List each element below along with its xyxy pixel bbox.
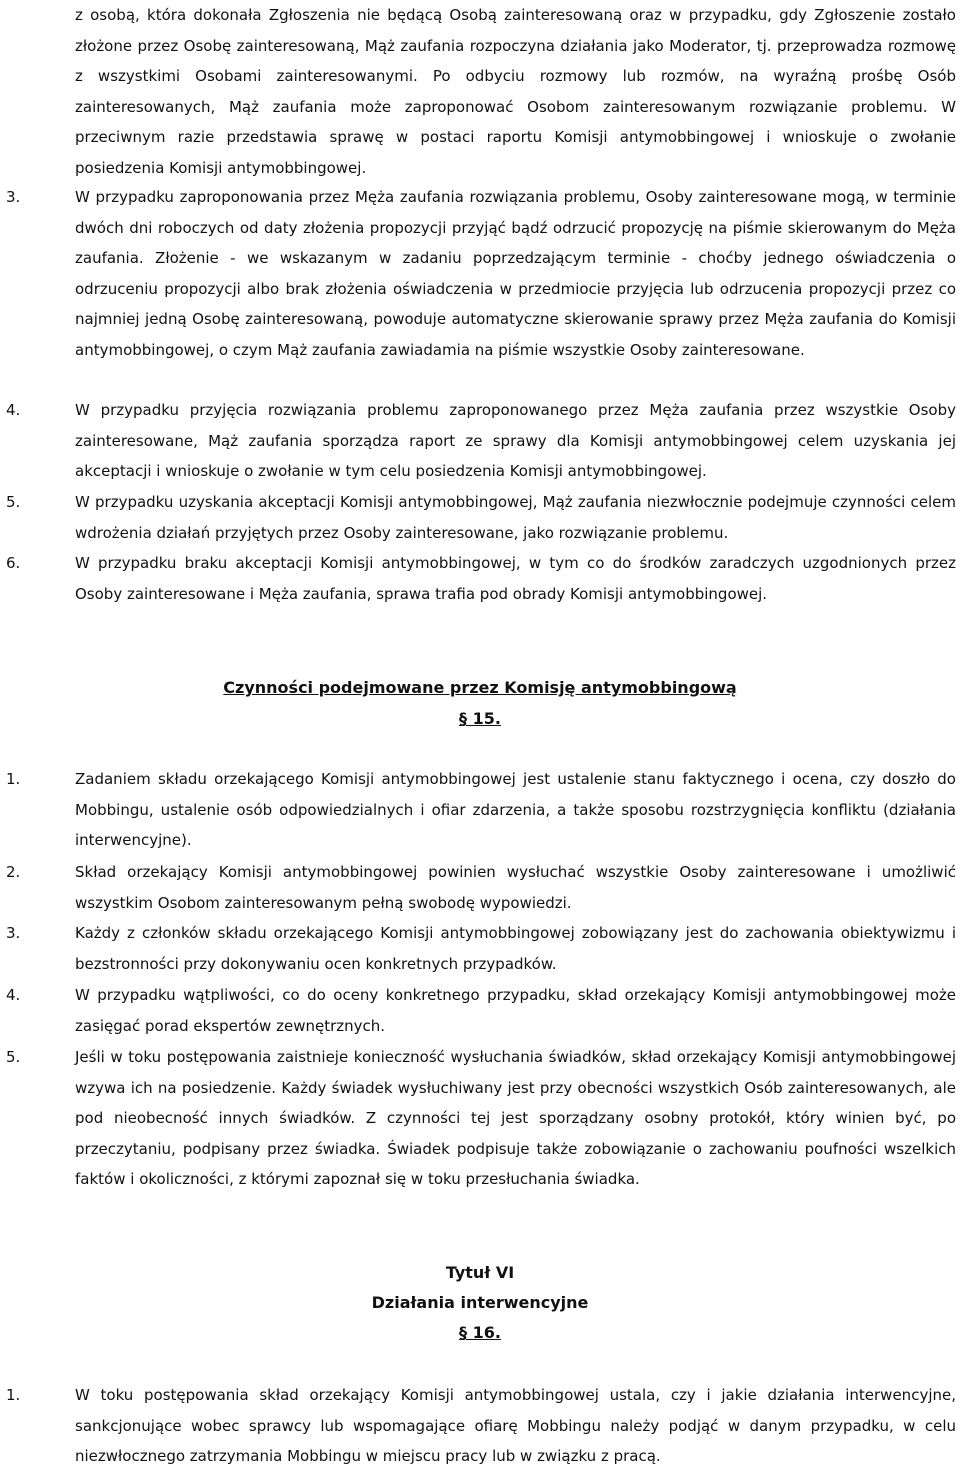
- item-number: 4.: [6, 986, 21, 1004]
- item-text: Skład orzekający Komisji antymobbingowej powinien wysłuchać wszystkie Osoby zainteresowane i umożliwić wszystkim Osobom zainteresowanym pełną swobodę wypowiedzi.: [75, 863, 956, 912]
- paragraph-number: § 15.: [459, 709, 501, 728]
- item-number: 2.: [6, 863, 21, 881]
- item-number: 6.: [6, 554, 21, 572]
- item-number: 3.: [6, 924, 21, 942]
- item-text: W przypadku uzyskania akceptacji Komisji antymobbingowej, Mąż zaufania niezwłocznie podejmuje czynności celem wdrożenia działań przyjętych przez Osoby zainteresowane, jako rozwiązanie problemu.: [75, 493, 956, 542]
- section-heading: Działania interwencyjne: [371, 1293, 589, 1312]
- item-text: Jeśli w toku postępowania zaistnieje konieczność wysłuchania świadków, skład orzekający Komisji antymobbingowej wzywa ich na posiedzenie. Każdy świadek wysłuchiwany jest przy obecności wszystkich Osób zainteresowanych, ale pod nieobecność innych świadków. Z czynności tej jest sporządzany osobny protokół, który winien być, po przeczytaniu, podpisany przez świadka. Świadek podpisuje także zobowiązanie o zachowaniu poufności wszelkich faktów i okoliczności, z którymi zapoznał się w toku przesłuchania świadka.: [75, 1048, 956, 1188]
- item-text: Każdy z członków składu orzekającego Komisji antymobbingowej zobowiązany jest do zachowania obiektywizmu i bezstronności przy dokonywaniu ocen konkretnych przypadków.: [75, 924, 956, 973]
- item-text: W przypadku przyjęcia rozwiązania problemu zaproponowanego przez Męża zaufania przez wszystkie Osoby zainteresowane, Mąż zaufania sporządza raport ze sprawy dla Komisji antymobbingowej celem uzyskania jej akceptacji i wnioskuje o zwołanie w tym celu posiedzenia Komisji antymobbingowej.: [75, 401, 956, 480]
- item-text: W przypadku braku akceptacji Komisji antymobbingowej, w tym co do środków zaradczych uzgodnionych przez Osoby zainteresowane i Męża zaufania, sprawa trafia pod obrady Komisji antymobbingowej.: [75, 554, 956, 603]
- item-number: 1.: [6, 770, 21, 788]
- item-number: 5.: [6, 493, 21, 511]
- item-number: 4.: [6, 401, 21, 419]
- title-heading: Tytuł VI: [445, 1263, 515, 1282]
- item-text: W przypadku wątpliwości, co do oceny konkretnego przypadku, skład orzekający Komisji antymobbingowej może zasięgać porad ekspertów zewnętrznych.: [75, 986, 956, 1035]
- item-text: W toku postępowania skład orzekający Komisji antymobbingowej ustala, czy i jakie działania interwencyjne, sankcjonujące wobec sprawcy lub wspomagające ofiarę Mobbingu należy podjąć w danym przypadku, w celu niezwłocznego zatrzymania Mobbingu w miejscu pracy lub w związku z pracą.: [75, 1386, 956, 1465]
- item-number: 1.: [6, 1386, 21, 1404]
- item-number: 3.: [6, 188, 21, 206]
- paragraph-number: § 16.: [459, 1323, 501, 1342]
- paragraph-text: z osobą, która dokonała Zgłoszenia nie będącą Osobą zainteresowaną oraz w przypadku, gdy Zgłoszenie zostało złożone przez Osobę zainteresowaną, Mąż zaufania rozpoczyna działania jako Moderator, tj. przeprowadza rozmowę z wszystkimi Osobami zainteresowanymi. Po odbyciu rozmowy lub rozmów, na wyraźną prośbę Osób zainteresowanych, Mąż zaufania może zaproponować Osobom zainteresowanym rozwiązanie problemu. W przeciwnym razie przedstawia sprawę w postaci raportu Komisji antymobbingowej i wnioskuje o zwołanie posiedzenia Komisji antymobbingowej.: [75, 6, 956, 177]
- item-number: 5.: [6, 1048, 21, 1066]
- section-heading: Czynności podejmowane przez Komisję antymobbingową: [223, 678, 737, 697]
- item-text: Zadaniem składu orzekającego Komisji antymobbingowej jest ustalenie stanu faktycznego i ocena, czy doszło do Mobbingu, ustalenie osób odpowiedzialnych i ofiar zdarzenia, a także sposobu rozstrzygnięcia konfliktu (działania interwencyjne).: [75, 770, 956, 849]
- item-text: W przypadku zaproponowania przez Męża zaufania rozwiązania problemu, Osoby zainteresowane mogą, w terminie dwóch dni roboczych od daty złożenia propozycji przyjąć bądź odrzucić propozycję na piśmie skierowanym do Męża zaufania. Złożenie - we wskazanym w zadaniu poprzedzającym terminie - choćby jednego oświadczenia o odrzuceniu propozycji albo brak złożenia oświadczenia w przedmiocie przyjęcia lub odrzucenia propozycji przez co najmniej jedną Osobę zainteresowaną, powoduje automatyczne skierowanie sprawy przez Męża zaufania do Komisji antymobbingowej, o czym Mąż zaufania zawiadamia na piśmie wszystkie Osoby zainteresowane.: [75, 188, 956, 359]
